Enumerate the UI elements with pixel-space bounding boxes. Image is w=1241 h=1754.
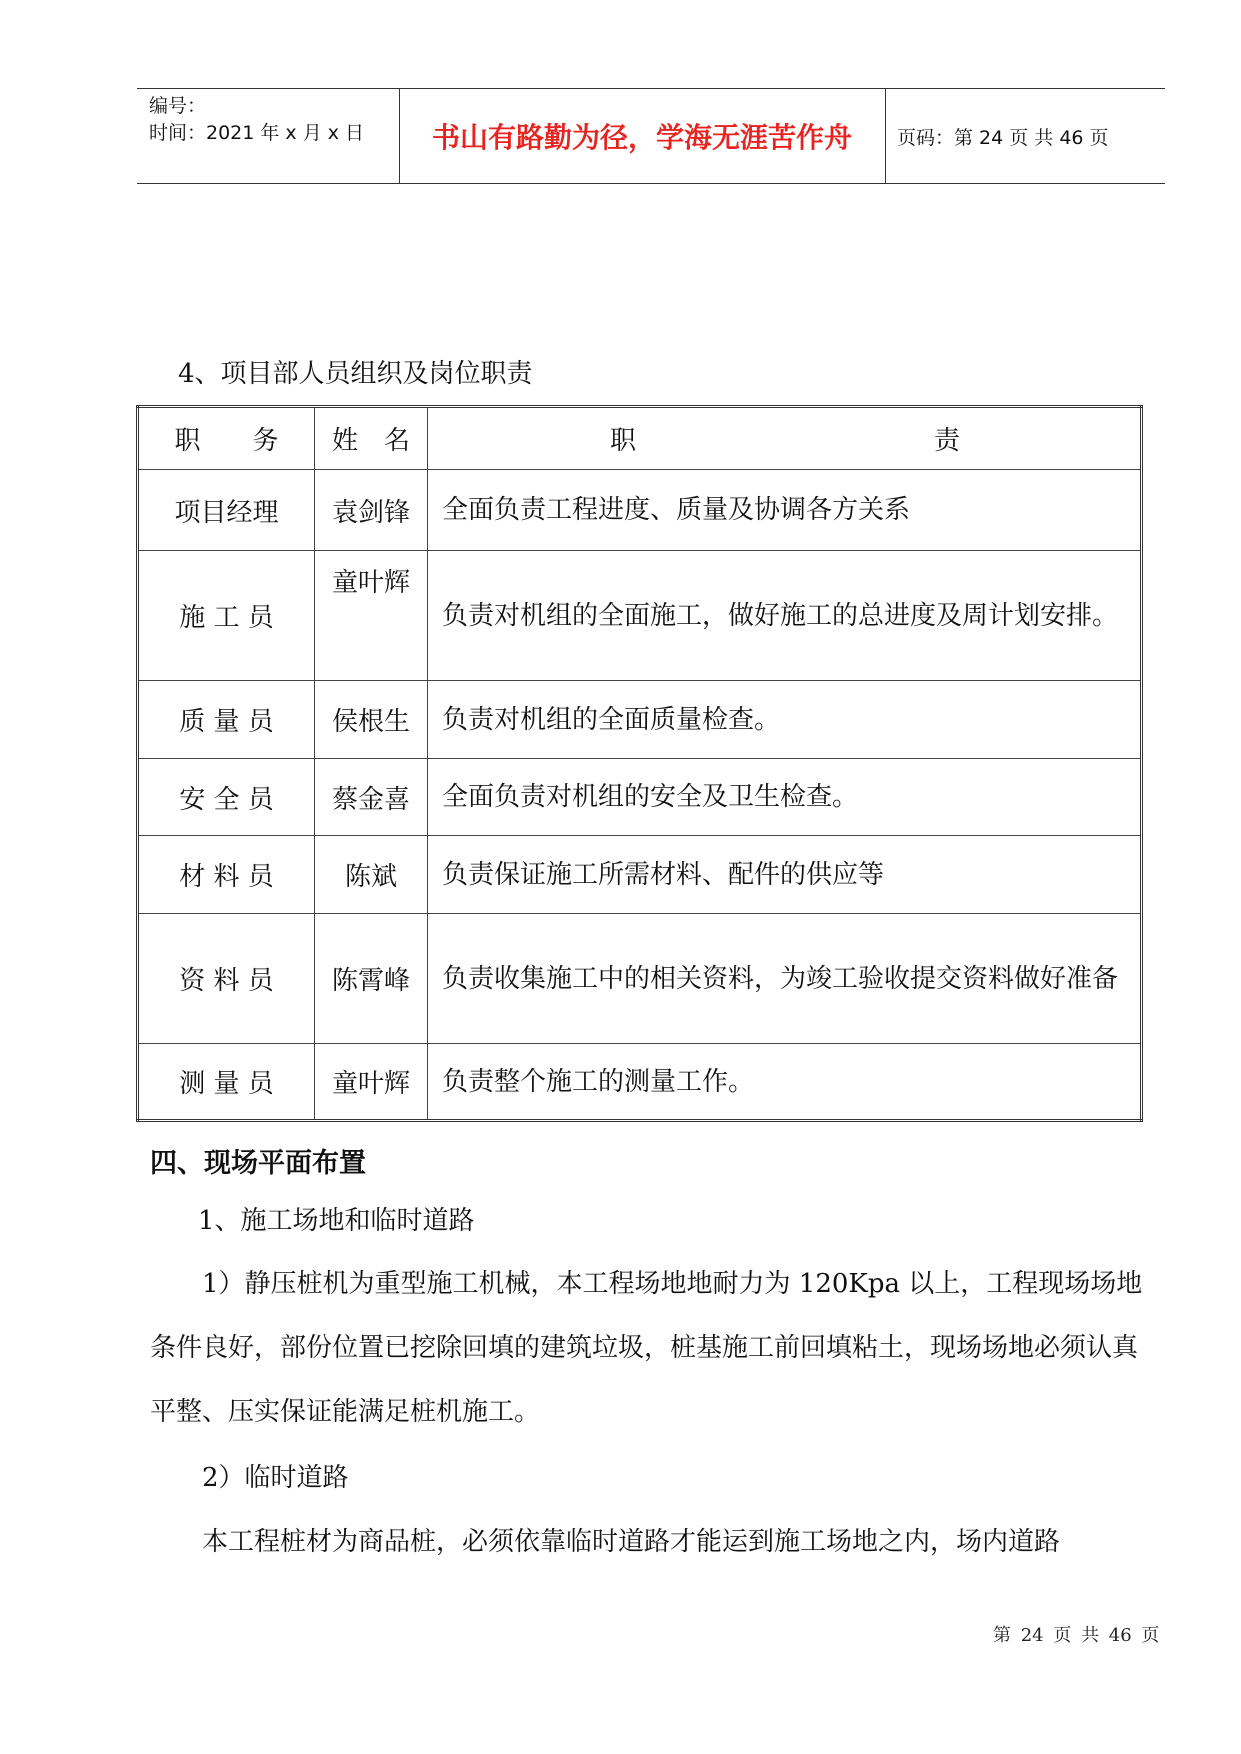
header-duty-b: 责: [933, 426, 960, 456]
duty-cell: 全面负责对机组的安全及卫生检查。: [428, 759, 1142, 836]
role-cell: 测 量 员: [138, 1044, 315, 1121]
time-label: 时间：2021 年 x 月 x 日: [149, 122, 365, 144]
header-name: 姓 名: [315, 407, 428, 470]
table-row: [138, 1044, 1142, 1121]
heading-layout: 四、现场平面布置: [150, 1148, 366, 1179]
duty-cell: 负责收集施工中的相关资料，为竣工验收提交资料做好准备: [428, 914, 1142, 1044]
subheading-temp-road: 2）临时道路: [202, 1463, 349, 1493]
header-motto: 书山有路勤为径，学海无涯苦作舟: [399, 89, 886, 183]
header-meta: [137, 89, 400, 183]
duty-cell: 负责对机组的全面施工，做好施工的总进度及周计划安排。: [428, 551, 1142, 681]
role-cell: 材 料 员: [138, 836, 315, 914]
page-info-text: 页码：第 24 页 共 46 页: [897, 126, 1109, 149]
header-page-info: [885, 89, 1165, 183]
header-role: 职 务: [138, 407, 315, 470]
table-row: [138, 551, 1142, 681]
name-cell: 童叶辉: [315, 1044, 428, 1121]
table-row: [138, 914, 1142, 1044]
page-header: [137, 88, 1165, 184]
name-cell: 陈斌: [315, 836, 428, 914]
role-cell: 资 料 员: [138, 914, 315, 1044]
header-duty: [428, 407, 1142, 470]
duty-cell: 负责保证施工所需材料、配件的供应等: [428, 836, 1142, 914]
duty-cell: 全面负责工程进度、质量及协调各方关系: [428, 470, 1142, 551]
number-label: 编号：: [149, 95, 207, 117]
name-cell: 侯根生: [315, 681, 428, 759]
role-cell: 项目经理: [138, 470, 315, 551]
role-cell: 施 工 员: [138, 551, 315, 681]
table-row: [138, 470, 1142, 551]
role-cell: 质 量 员: [138, 681, 315, 759]
paragraph-temp-road: 本工程桩材为商品桩，必须依靠临时道路才能运到施工场地之内，场内道路: [202, 1527, 1061, 1557]
table-header-row: [138, 407, 1142, 470]
page-footer: 第 24 页 共 46 页: [993, 1625, 1160, 1646]
name-cell: 童叶辉: [315, 551, 428, 681]
subheading-site-roads: 1、施工场地和临时道路: [198, 1206, 475, 1236]
name-cell: 陈霄峰: [315, 914, 428, 1044]
duty-cell: 负责对机组的全面质量检查。: [428, 681, 1142, 759]
staff-table: [136, 405, 1143, 1122]
name-cell: 蔡金喜: [315, 759, 428, 836]
duty-cell: 负责整个施工的测量工作。: [428, 1044, 1142, 1121]
role-cell: 安 全 员: [138, 759, 315, 836]
section-title: 4、项目部人员组织及岗位职责: [178, 359, 533, 389]
name-cell: 袁剑锋: [315, 470, 428, 551]
header-duty-a: 职: [610, 426, 637, 456]
paragraph-site-conditions: 1）静压桩机为重型施工机械，本工程场地地耐力为 120Kpa 以上，工程现场场地条件良好，部份位置已挖除回填的建筑垃圾，桩基施工前回填粘土，现场场地必须认真平整、压实保证能满足桩机施工。: [150, 1269, 1143, 1427]
table-row: [138, 836, 1142, 914]
table-row: [138, 681, 1142, 759]
table-row: [138, 759, 1142, 836]
